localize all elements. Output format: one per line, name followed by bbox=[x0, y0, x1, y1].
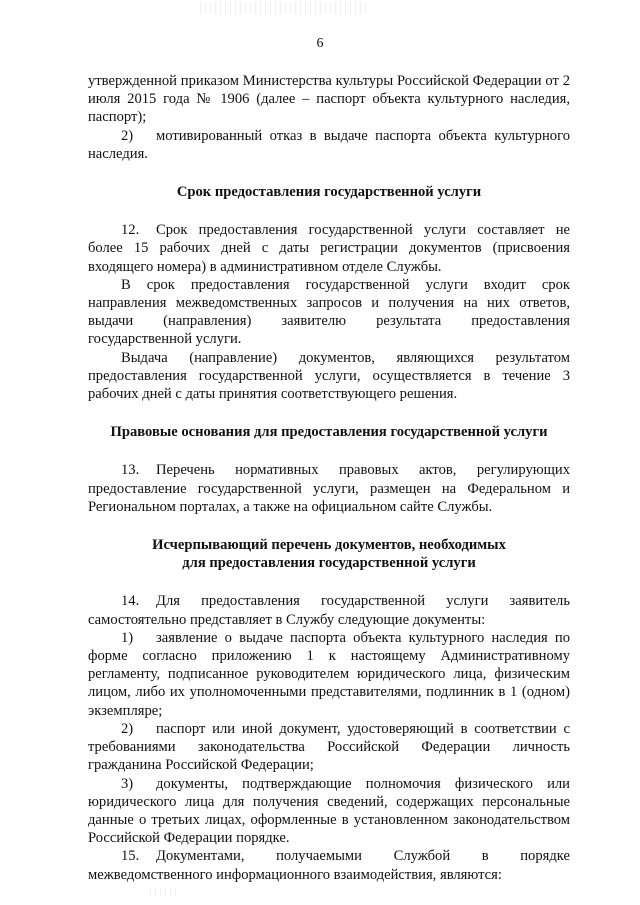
list-item-14-1 bbox=[88, 629, 570, 720]
paragraph-13 bbox=[88, 461, 570, 516]
paragraph-text: Перечень нормативных правовых актов, регулирующих предоставление государственной услуги, размещен на Федеральном и Региональном порталах, а также на официальном сайте Службы. bbox=[88, 462, 570, 515]
paragraph-12 bbox=[88, 221, 570, 276]
list-item-14-3 bbox=[88, 775, 570, 848]
section-heading-term: Срок предоставления государственной услуги bbox=[176, 184, 482, 201]
item-text: заявление о выдаче паспорта объекта культурного наследия по форме согласно приложению 1 к настоящему Административному регламенту, подписанное руководителем юридического лица, физическим лицом, либо их уполномоченными представителями, подлинник в 1 (одном) экземпляре; bbox=[88, 629, 570, 719]
item-text: документы, подтверждающие полномочия физического или юридического лица для получения сведений, содержащих персональные данные о третьих лицах, оформленные в установленном законодательством Российской Федерации порядке. bbox=[88, 775, 570, 847]
paragraph-number: 13. bbox=[121, 462, 140, 479]
heading-line-2: для предоставления государственной услуги bbox=[182, 555, 476, 572]
paragraph-text: Срок предоставления государственной услуги составляет не более 15 рабочих дней с даты регистрации документов (присвоения входящего номера) в административном отделе Службы. bbox=[88, 222, 570, 275]
heading-line-1: Исчерпывающий перечень документов, необходимых bbox=[152, 537, 506, 554]
paragraph-14 bbox=[88, 592, 570, 628]
item-text: паспорт или иной документ, удостоверяющий в соответствии с требованиями законодательства Российской Федерации личность гражданина Российской Федерации; bbox=[88, 720, 570, 774]
section-heading-legal-basis: Правовые основания для предоставления государственной услуги bbox=[110, 424, 548, 441]
item-number: 3) bbox=[121, 775, 134, 792]
item-number: 2) bbox=[121, 720, 134, 737]
paragraph-number: 12. bbox=[121, 222, 140, 239]
paragraph-number: 14. bbox=[121, 593, 140, 610]
item-number: 1) bbox=[121, 629, 134, 646]
section-heading-documents bbox=[88, 536, 570, 572]
paragraph-15 bbox=[88, 847, 570, 883]
item-text: мотивированный отказ в выдаче паспорта объекта культурного наследия. bbox=[88, 127, 570, 162]
paragraph-intro: утвержденной приказом Министерства культуры Российской Федерации от 2 июля 2015 года № 1906 (далее – паспорт объекта культурного наследия, паспорт); bbox=[88, 73, 570, 126]
page-number: 6 bbox=[316, 36, 324, 51]
item-number: 2) bbox=[121, 127, 134, 144]
list-item-14-2 bbox=[88, 720, 570, 775]
paragraph-12b: В срок предоставления государственной услуги входит срок направления межведомственных запросов и получения на них ответов, выдачи (направления) заявителю результата предоставления государственной услуги. bbox=[88, 276, 570, 348]
list-item-2 bbox=[88, 127, 570, 163]
paragraph-text: Для предоставления государственной услуги заявитель самостоятельно представляет в Службу следующие документы: bbox=[88, 593, 570, 628]
document-body bbox=[88, 72, 570, 884]
paragraph-12c: Выдача (направление) документов, являющихся результатом предоставления государственной услуги, осуществляется в течение 3 рабочих дней с даты принятия соответствующего решения. bbox=[88, 349, 570, 403]
paragraph-text: Документами, получаемыми Службой в порядке межведомственного информационного взаимодействия, являются: bbox=[88, 848, 570, 883]
scan-artifact bbox=[200, 2, 370, 14]
paragraph-number: 15. bbox=[121, 848, 140, 865]
scan-artifact-bottom bbox=[150, 888, 180, 896]
